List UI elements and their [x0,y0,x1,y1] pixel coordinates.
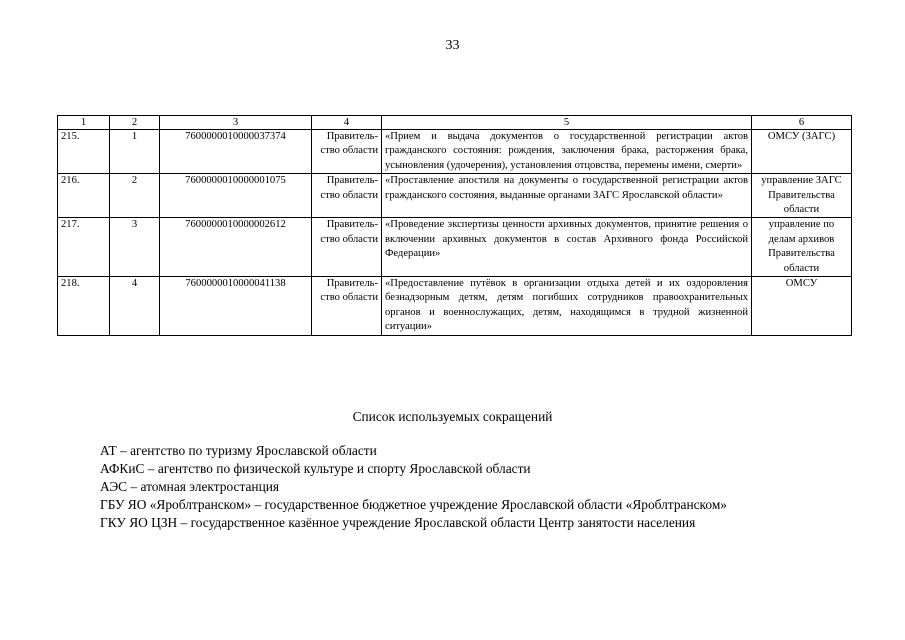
header-cell: 1 [58,116,110,130]
service-code: 7600000010000001075 [160,174,312,218]
service-executor: управление по делам архивов Правительства области [752,218,852,277]
responsible-authority: Правитель-ство области [312,277,382,336]
page-number: 33 [445,38,460,53]
header-cell: 4 [312,116,382,130]
row-ordinal: 2 [110,174,160,218]
abbreviations-list [100,442,727,532]
service-description: «Проставление апостиля на документы о государственной регистрации актов гражданского состояния, выданные органами ЗАГС Ярославской области» [382,174,752,218]
abbreviations-title: Список используемых сокращений [352,409,553,424]
row-ordinal: 4 [110,277,160,336]
abbreviation-item: АФКиС – агентство по физической культуре и спорту Ярославской области [100,461,531,476]
service-code: 7600000010000002612 [160,218,312,277]
service-executor: ОМСУ (ЗАГС) [752,130,852,174]
header-cell: 6 [752,116,852,130]
services-table [57,115,852,336]
abbreviation-item: ГКУ ЯО ЦЗН – государственное казённое учреждение Ярославской области Центр занятости населения [100,515,696,530]
abbreviation-item: АЭС – атомная электростанция [100,479,280,494]
service-description: «Проведение экспертизы ценности архивных документов, принятие решения о включении архивных документов в состав Архивного фонда Российской Федерации» [382,218,752,277]
row-number: 218. [58,277,110,336]
abbreviation-item: ГБУ ЯО «Яроблтранском» – государственное бюджетное учреждение Ярославской области «Яроблтранском» [100,497,727,512]
service-description: «Прием и выдача документов о государственной регистрации актов гражданского состояния: рождения, заключения брака, расторжения брака, усыновления (удочерения), установления отцовства, перемены имени, смерти» [382,130,752,174]
responsible-authority: Правитель-ство области [312,130,382,174]
row-number: 215. [58,130,110,174]
header-cell: 3 [160,116,312,130]
row-number: 217. [58,218,110,277]
table-row [58,218,852,277]
service-code: 7600000010000037374 [160,130,312,174]
service-code: 7600000010000041138 [160,277,312,336]
table-row [58,174,852,218]
responsible-authority: Правитель-ство области [312,174,382,218]
header-cell: 2 [110,116,160,130]
service-executor: управление ЗАГС Правительства области [752,174,852,218]
service-executor: ОМСУ [752,277,852,336]
table-row [58,277,852,336]
abbreviation-item: АТ – агентство по туризму Ярославской области [100,443,377,458]
table-header-row [58,116,852,130]
row-number: 216. [58,174,110,218]
header-cell: 5 [382,116,752,130]
service-description: «Предоставление путёвок в организации отдыха детей и их оздоровления безнадзорным детям, детям погибших сотрудников правоохранительных органов и военнослужащих, детям, находящимся в трудной жизненной ситуации» [382,277,752,336]
responsible-authority: Правитель-ство области [312,218,382,277]
row-ordinal: 1 [110,130,160,174]
row-ordinal: 3 [110,218,160,277]
table-row [58,130,852,174]
